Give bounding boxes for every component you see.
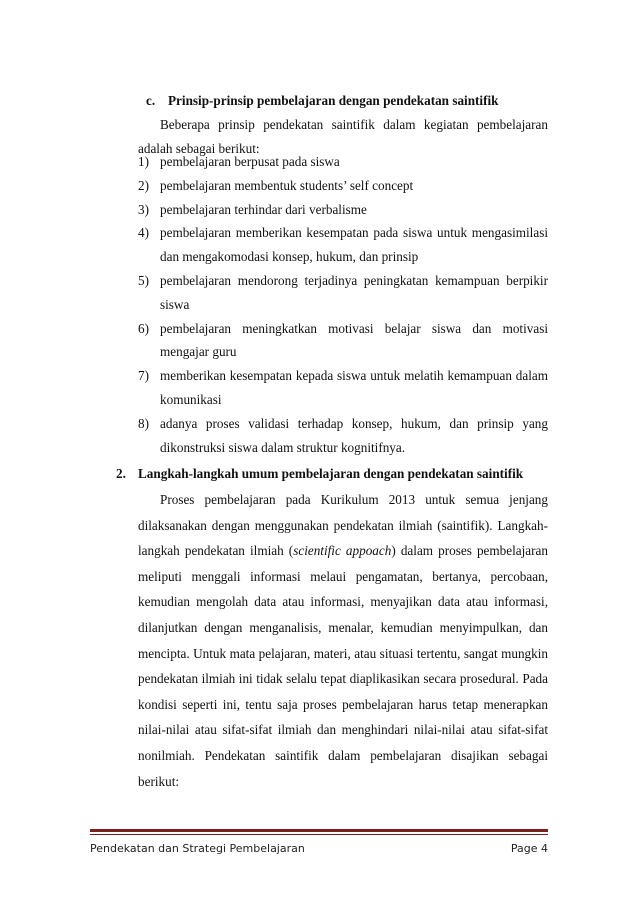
section-heading bbox=[116, 466, 523, 482]
list-item-number: 3) bbox=[138, 201, 149, 217]
list-item-text: pembelajaran berpusat pada siswa bbox=[160, 154, 340, 169]
list-item-text: pembelajaran mendorong terjadinya peningkatan kemampuan berpikir siswa bbox=[160, 272, 548, 312]
subsection-letter: c. bbox=[146, 93, 156, 108]
list-item bbox=[138, 317, 548, 365]
list-item-text: pembelajaran memberikan kesempatan pada siswa untuk mengasimilasi dan mengakomodasi konsep, hukum, dan prinsip bbox=[160, 225, 548, 265]
section-title: Langkah-langkah umum pembelajaran dengan pendekatan saintifik bbox=[138, 466, 524, 481]
list-item-number: 4) bbox=[138, 225, 149, 241]
principles-list bbox=[138, 150, 548, 459]
list-item-text: adanya proses validasi terhadap konsep, hukum, dan prinsip yang dikonstruksi siswa dalam struktur kognitifnya. bbox=[160, 415, 548, 455]
list-item-text: pembelajaran membentuk students’ self concept bbox=[160, 177, 414, 193]
subsection-title: Prinsip-prinsip pembelajaran dengan pendekatan saintifik bbox=[168, 93, 499, 108]
footer-rule bbox=[90, 829, 548, 832]
list-item bbox=[138, 412, 548, 460]
list-item-number: 5) bbox=[138, 272, 149, 288]
list-item bbox=[138, 198, 548, 222]
list-item-number: 6) bbox=[138, 320, 149, 336]
footer-page-number: Page 4 bbox=[510, 842, 548, 855]
paragraph-text-start: Proses pembelajaran pada Kurikulum 2013 untuk semua jenjang dilaksanakan dengan menggunakan pendekatan ilmiah (saintifik). Langkah-langkah pendekatan ilmiah ( bbox=[138, 492, 548, 559]
paragraph-italic-term: scientific appoach bbox=[293, 543, 392, 559]
footer-document-title: Pendekatan dan Strategi Pembelajaran bbox=[90, 842, 305, 855]
list-item-text: memberikan kesempatan kepada siswa untuk melatih kemampuan dalam komunikasi bbox=[160, 368, 548, 407]
section-paragraph bbox=[138, 487, 548, 794]
list-item-text: pembelajaran meningkatkan motivasi belajar siswa dan motivasi mengajar guru bbox=[160, 320, 548, 360]
list-item-number: 2) bbox=[138, 177, 149, 193]
subsection-intro: Beberapa prinsip pendekatan saintifik dalam kegiatan pembelajaran adalah sebagai berikut: bbox=[138, 117, 548, 156]
list-item-text: pembelajaran terhindar dari verbalisme bbox=[160, 201, 367, 217]
section-number: 2. bbox=[116, 466, 126, 481]
subsection-heading bbox=[146, 93, 499, 109]
list-item bbox=[138, 269, 548, 317]
list-item-number: 1) bbox=[138, 154, 149, 169]
list-item bbox=[138, 364, 548, 412]
footer-rule-thin bbox=[90, 834, 548, 835]
paragraph-text-end: ) dalam proses pembelajaran meliputi menggali informasi melaui pengamatan, bertanya, percobaan, kemudian mengolah data atau informasi, menyajikan data atau informasi, dilanjutkan dengan menganalisis, menalar, kemudian menyimpulkan, dan mencipta. Untuk mata pelajaran, materi, atau situasi tertentu, sangat mungkin pendekatan ilmiah ini tidak selalu tepat diaplikasikan secara prosedural. Pada kondisi seperti ini, tentu saja proses pembelajaran harus tetap menerapkan nilai-nilai atau sifat-sifat ilmiah dan menghindari nilai-nilai atau sifat-sifat nonilmiah. Pendekatan saintifik dalam pembelajaran disajikan sebagai berikut: bbox=[138, 543, 548, 789]
list-item bbox=[138, 221, 548, 269]
list-item-number: 8) bbox=[138, 415, 149, 431]
list-item bbox=[138, 150, 548, 174]
list-item-number: 7) bbox=[138, 368, 149, 384]
list-item bbox=[138, 174, 548, 198]
